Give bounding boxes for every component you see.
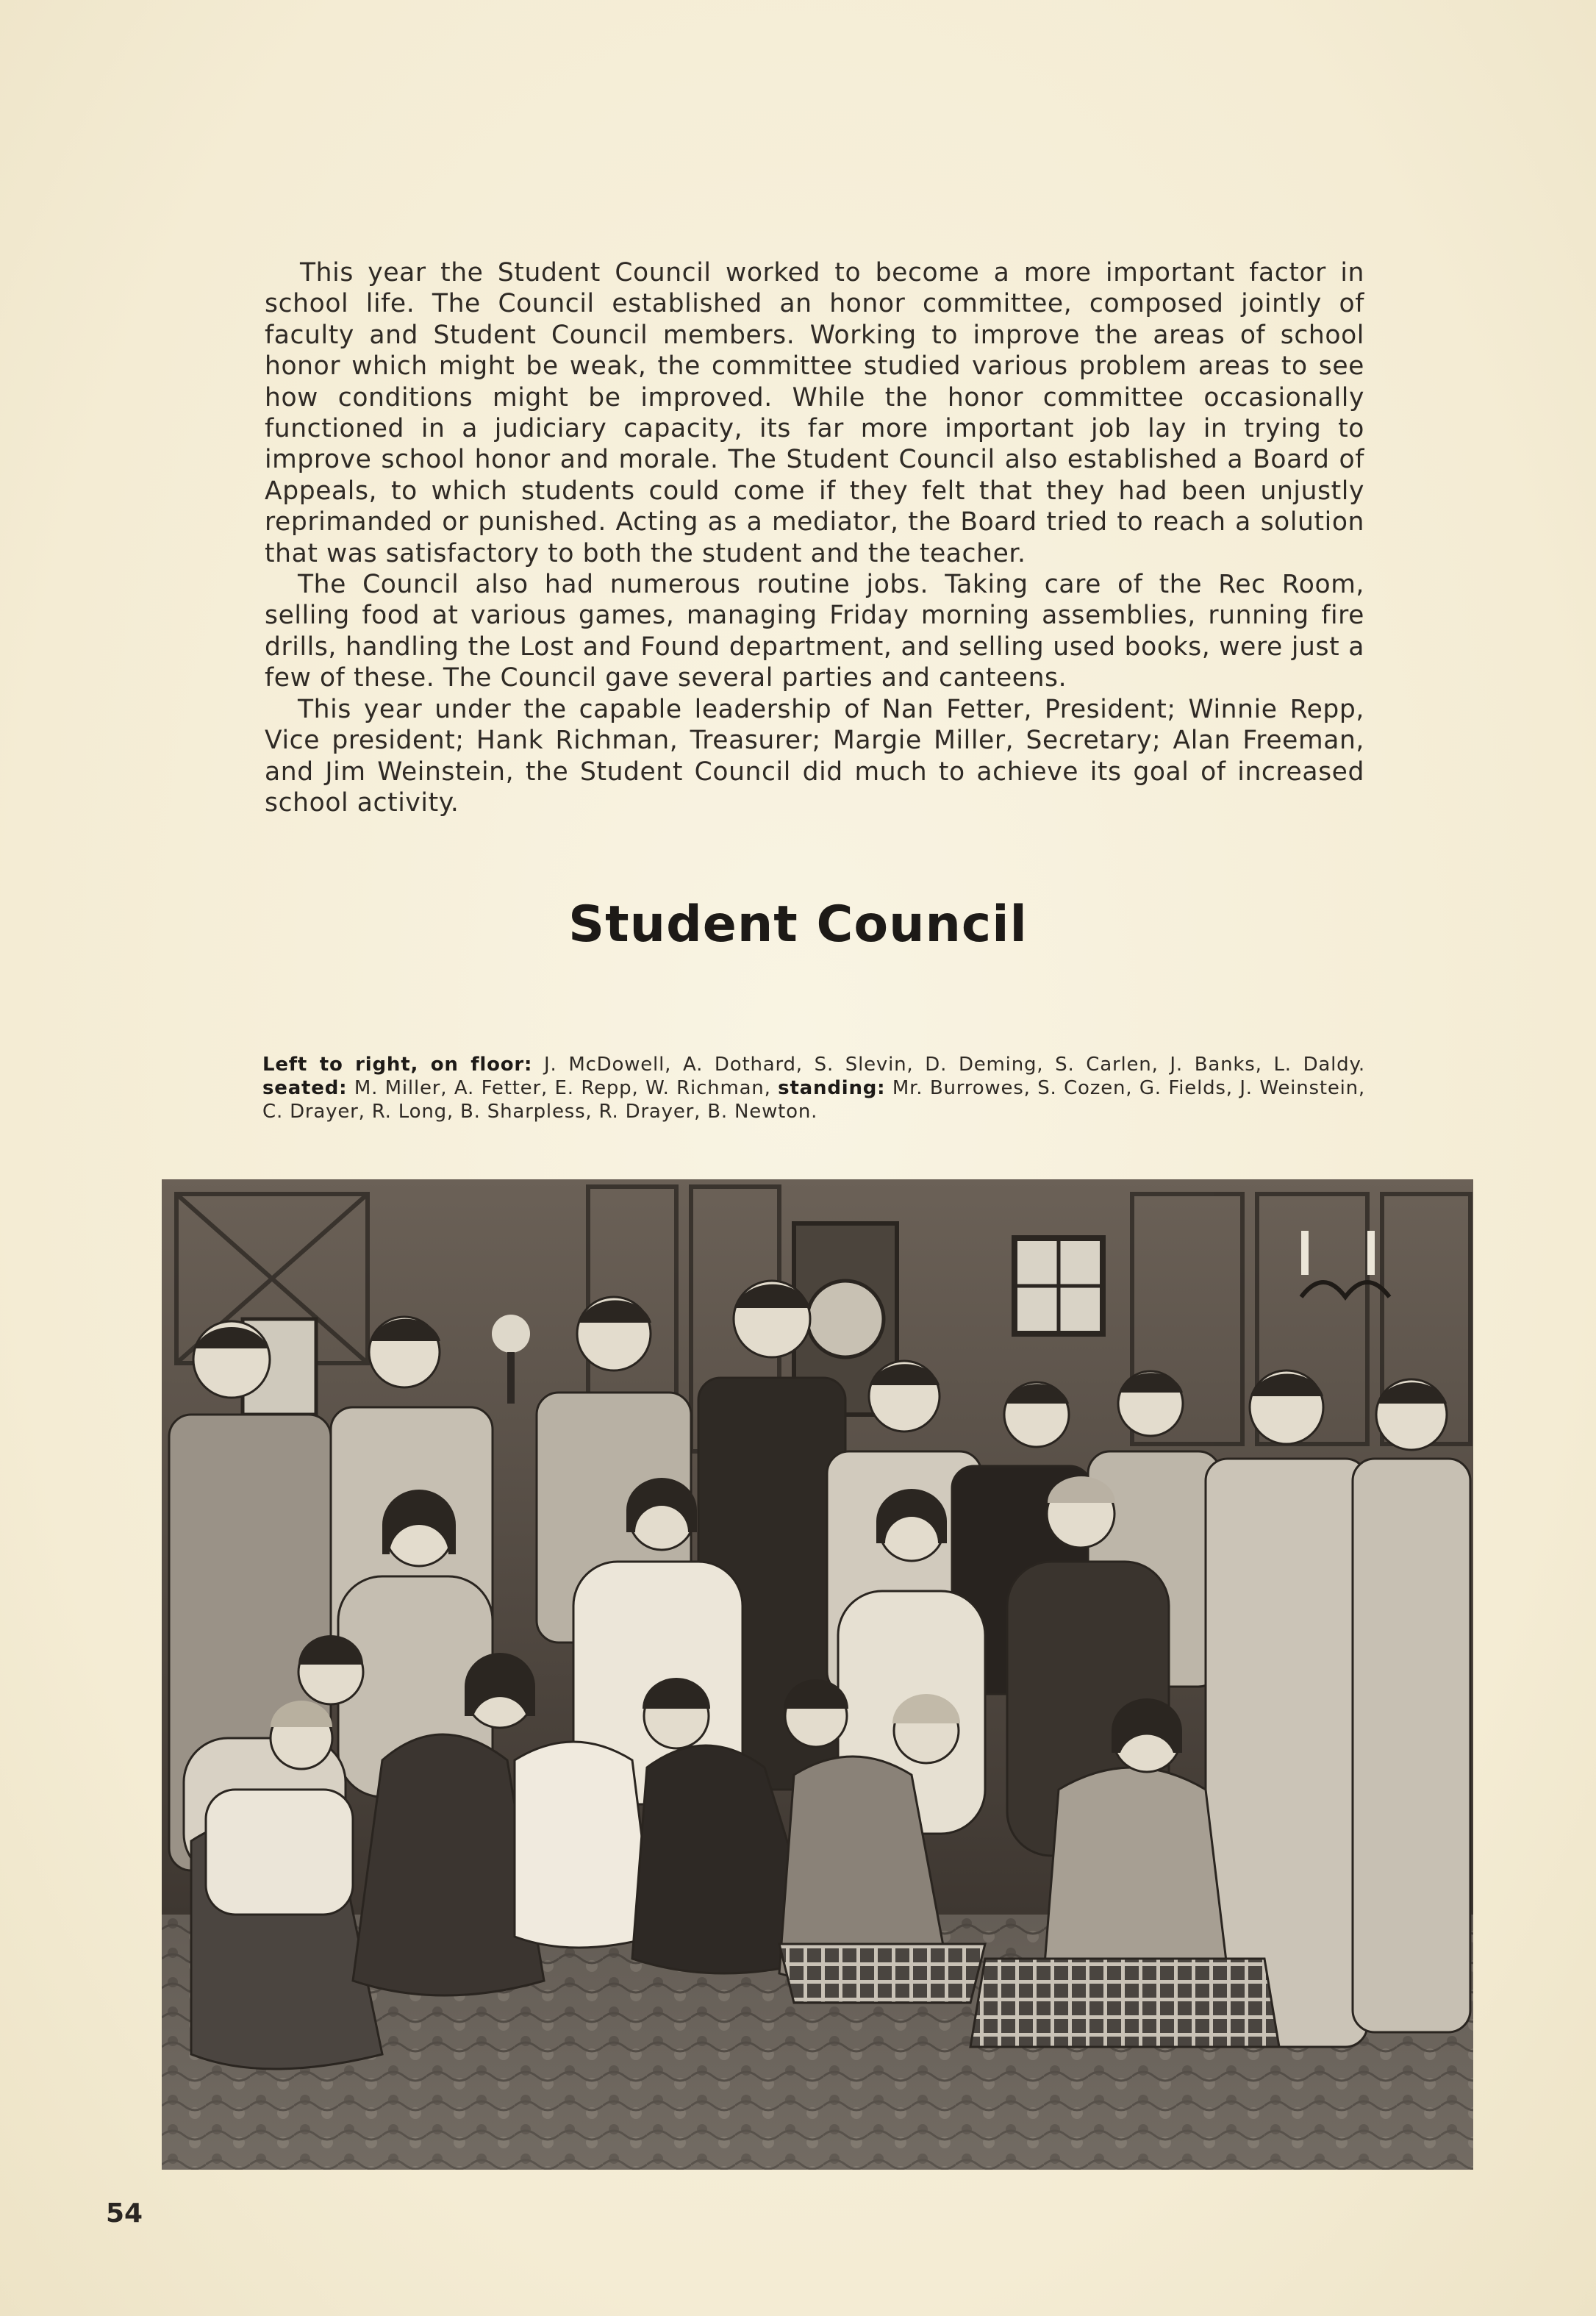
caption-seated-label: seated:	[262, 1077, 348, 1099]
caption-standing-names: Mr. Burrowes, S. Cozen, G. Fields, J. Weinstein, C. Drayer, R. Long, B. Sharpless, R. Drayer, B. Newton.	[262, 1077, 1365, 1123]
article-body	[265, 257, 1364, 818]
caption-standing-label: standing:	[778, 1077, 886, 1099]
group-photo	[162, 1179, 1473, 2170]
article-paragraph: This year the Student Council worked to become a more important factor in school life. The Council established an honor committee, composed jointly of faculty and Student Council members. Working to improve the areas of school honor which might be weak, the committee studied various problem areas to see how conditions might be improved. While the honor committee occasionally functioned in a judiciary capacity, its far more important job lay in trying to improve school honor and morale. The Student Council also established a Board of Appeals, to which students could come if they felt that they had been unjustly reprimanded or punished. Acting as a mediator, the Board tried to reach a solution that was satisfactory to both the student and the teacher.	[265, 258, 1364, 568]
caption-seated-names: M. Miller, A. Fetter, E. Repp, W. Richman,	[347, 1077, 779, 1099]
group-photo-illustration	[162, 1179, 1473, 2170]
article-paragraph: The Council also had numerous routine jobs. Taking care of the Rec Room, selling food at various games, managing Friday morning assemblies, running fire drills, handling the Lost and Found department, and selling used books, were just a few of these. The Council gave several parties and canteens.	[265, 570, 1364, 693]
caption-floor-label: Left to right, on floor:	[262, 1054, 533, 1076]
photo-caption	[262, 1053, 1365, 1123]
article-paragraph: This year under the capable leadership of Nan Fetter, President; Winnie Repp, Vice president; Hank Richman, Treasurer; Margie Miller, Secretary; Alan Freeman, and Jim Weinstein, the Student Council did much to achieve its goal of increased school activity.	[265, 694, 1364, 818]
caption-floor-names: J. McDowell, A. Dothard, S. Slevin, D. Deming, S. Carlen, J. Banks, L. Daldy.	[532, 1054, 1366, 1076]
page-title: Student Council	[568, 896, 1028, 954]
page-number: 54	[106, 2198, 143, 2229]
